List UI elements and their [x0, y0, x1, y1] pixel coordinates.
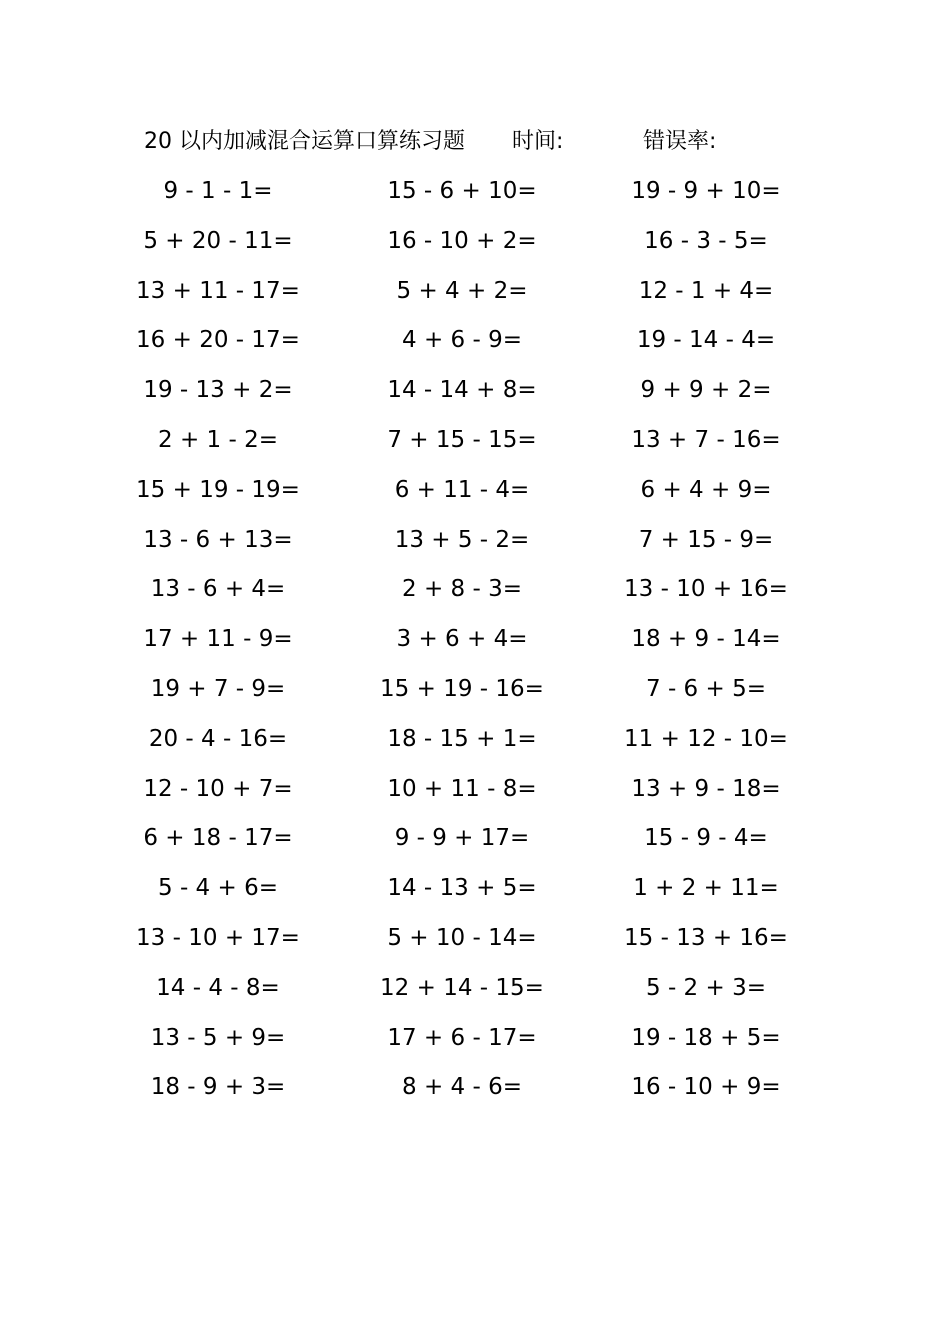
- problem-item: 13 - 6 + 4=: [150, 576, 286, 603]
- problem-item: 9 + 9 + 2=: [640, 377, 772, 404]
- problem-item: 12 - 10 + 7=: [143, 775, 293, 802]
- problem-item: 16 - 10 + 2=: [387, 227, 537, 254]
- problem-row: [0, 621, 950, 671]
- problem-item: 9 - 1 - 1=: [163, 178, 273, 204]
- problem-item: 13 + 11 - 17=: [136, 277, 300, 304]
- problem-row: [0, 671, 950, 721]
- problem-item: 13 + 9 - 18=: [631, 775, 781, 802]
- problem-item: 7 + 15 - 15=: [387, 426, 537, 453]
- problem-item: 12 + 14 - 15=: [380, 974, 544, 1001]
- problem-item: 14 - 14 + 8=: [387, 377, 537, 404]
- problem-item: 20 - 4 - 16=: [148, 725, 288, 752]
- problem-item: 17 + 6 - 17=: [387, 1024, 537, 1051]
- worksheet-title: 20 以内加减混合运算口算练习题: [144, 129, 465, 154]
- problem-item: 7 - 6 + 5=: [646, 675, 766, 702]
- problem-item: 3 + 6 + 4=: [396, 626, 528, 653]
- problem-row: [0, 322, 950, 372]
- problem-item: 19 - 9 + 10=: [631, 178, 781, 204]
- problem-row: [0, 522, 950, 572]
- problem-item: 13 + 5 - 2=: [394, 526, 530, 553]
- problem-item: 13 - 10 + 17=: [136, 924, 300, 951]
- problem-item: 19 - 18 + 5=: [631, 1024, 781, 1051]
- worksheet-header: [0, 124, 950, 160]
- problem-row: [0, 173, 950, 223]
- problem-item: 5 + 10 - 14=: [387, 924, 537, 951]
- problem-row: [0, 721, 950, 771]
- problem-item: 1 + 2 + 11=: [633, 875, 779, 902]
- problem-row: [0, 273, 950, 323]
- problem-row: [0, 970, 950, 1020]
- error-rate-label: 错误率:: [643, 129, 717, 154]
- problem-item: 16 - 3 - 5=: [644, 227, 768, 254]
- problem-row: [0, 223, 950, 273]
- problem-item: 15 + 19 - 19=: [136, 476, 300, 503]
- problem-row: [0, 771, 950, 821]
- problem-item: 7 + 15 - 9=: [638, 526, 774, 553]
- problem-row: [0, 1020, 950, 1070]
- problem-item: 16 - 10 + 9=: [631, 1074, 781, 1101]
- problem-item: 5 + 20 - 11=: [143, 227, 293, 254]
- problem-item: 15 - 6 + 10=: [387, 178, 537, 204]
- problem-row: [0, 571, 950, 621]
- problem-item: 9 - 9 + 17=: [394, 825, 530, 852]
- problem-item: 19 - 14 - 4=: [636, 327, 776, 354]
- problem-item: 15 - 9 - 4=: [644, 825, 768, 852]
- problem-item: 5 + 4 + 2=: [396, 277, 528, 304]
- problem-item: 5 - 4 + 6=: [158, 875, 278, 902]
- problem-item: 2 + 1 - 2=: [158, 426, 278, 453]
- problem-item: 13 - 5 + 9=: [150, 1024, 286, 1051]
- problem-row: [0, 820, 950, 870]
- problem-item: 16 + 20 - 17=: [136, 327, 300, 354]
- problem-row: [0, 472, 950, 522]
- problem-row: [0, 920, 950, 970]
- problem-item: 6 + 4 + 9=: [640, 476, 772, 503]
- problem-item: 10 + 11 - 8=: [387, 775, 537, 802]
- problem-item: 13 - 10 + 16=: [624, 576, 788, 603]
- problem-item: 18 - 15 + 1=: [387, 725, 537, 752]
- problem-item: 2 + 8 - 3=: [402, 576, 522, 603]
- problem-item: 11 + 12 - 10=: [624, 725, 788, 752]
- problem-item: 17 + 11 - 9=: [143, 626, 293, 653]
- problem-item: 8 + 4 - 6=: [402, 1074, 522, 1101]
- problem-item: 19 - 13 + 2=: [143, 377, 293, 404]
- problem-item: 14 - 13 + 5=: [387, 875, 537, 902]
- problem-row: [0, 372, 950, 422]
- problem-item: 18 - 9 + 3=: [150, 1074, 286, 1101]
- problem-item: 6 + 11 - 4=: [394, 476, 530, 503]
- problem-item: 18 + 9 - 14=: [631, 626, 781, 653]
- problem-row: [0, 1069, 950, 1119]
- problem-item: 15 + 19 - 16=: [380, 675, 544, 702]
- problem-row: [0, 870, 950, 920]
- problem-item: 12 - 1 + 4=: [638, 277, 774, 304]
- problem-item: 13 - 6 + 13=: [143, 526, 293, 553]
- problem-item: 6 + 18 - 17=: [143, 825, 293, 852]
- time-label: 时间:: [512, 129, 564, 154]
- problem-item: 13 + 7 - 16=: [631, 426, 781, 453]
- problem-item: 14 - 4 - 8=: [156, 974, 280, 1001]
- problem-row: [0, 422, 950, 472]
- problem-item: 19 + 7 - 9=: [150, 675, 286, 702]
- problem-item: 4 + 6 - 9=: [402, 327, 522, 354]
- problem-item: 5 - 2 + 3=: [646, 974, 766, 1001]
- problem-grid: [0, 173, 950, 1119]
- problem-item: 15 - 13 + 16=: [624, 924, 788, 951]
